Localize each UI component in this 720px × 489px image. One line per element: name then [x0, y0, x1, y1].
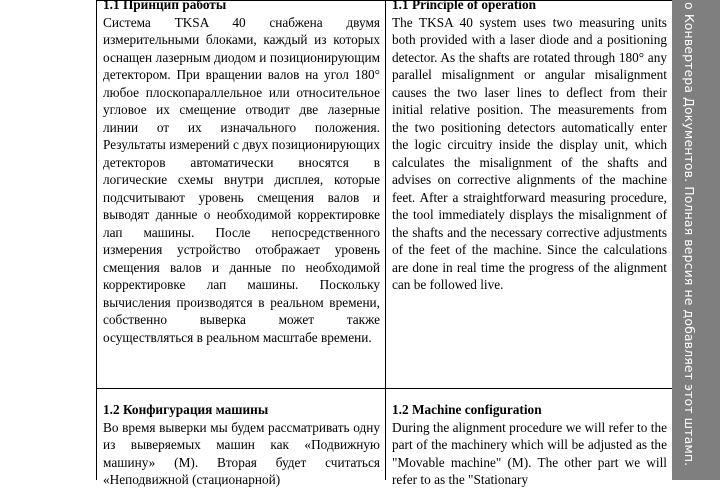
ru-section-operation — [103, 0, 380, 346]
en-section-configuration — [392, 401, 667, 489]
ru-section-configuration — [103, 401, 380, 489]
watermark-text: о Конвертера Документов. Полная версия не добавляет этот штамп. — [682, 2, 697, 467]
en-section-operation — [392, 0, 667, 294]
en-text-operation: The TKSA 40 system uses two measuring units both provided with a laser diode and a positioning detector. As the shafts are rotated through 180° any parallel misalignment or angular misalignment causes the two laser lines to deflect from their initial relative position. The measurements from the two positioning detectors automatically enter the logic circuitry inside the display unit, which calculates the misalignment of the shafts and advises on corrective alignments of the machine feet. After a straightforward measuring procedure, the tool immediately displays the misalignment of the shafts and the necessary corrective adjustments of the feet of the machine. Since the calculations are done in real time the progress of the alignment can be followed live. — [392, 14, 667, 292]
ru-heading-operation: 1.1 Принцип работы — [103, 0, 227, 12]
en-text-configuration: During the alignment procedure we will refer to the part of the machinery which will be adjusted as the "Movable machine" (M). The other part we will refer to as the "Stationary — [392, 419, 667, 487]
ru-text-operation: Система TKSA 40 снабжена двумя измерительными блоками, каждый из которых оснащен лазерным диодом и позиционирующим детектором. При вращении валов на угол 180° любое плоскопараллельное или относительное угловое их смещение отводит две лазерные линии от их изначального положения. Результаты измерений с двух позиционирующих детекторов автоматически вносятся в логические схемы внутри дисплея, которые подсчитывают уровень смещения валов и выводят данные о необходимой корректировке лап машины. После непосредственного измерения устройство отображает уровень смещения валов и данные по необходимой корректировке лап машины. Поскольку вычисления производятся в реальном времени, собственно выверка может также осуществляться в реальном масштабе времени. — [103, 14, 380, 345]
ru-heading-configuration: 1.2 Конфигурация машины — [103, 402, 269, 417]
ru-text-configuration: Во время выверки мы будем рассматривать одну из выверяемых машин как «Подвижную машину» (M). Вторая будет считаться «Неподвижной (стационарной) — [103, 419, 380, 487]
column-divider — [385, 0, 386, 480]
row-divider — [96, 388, 672, 389]
en-heading-configuration: 1.2 Machine configuration — [392, 402, 542, 417]
converter-watermark-stamp — [672, 0, 720, 480]
en-heading-operation: 1.1 Principle of operation — [392, 0, 537, 12]
